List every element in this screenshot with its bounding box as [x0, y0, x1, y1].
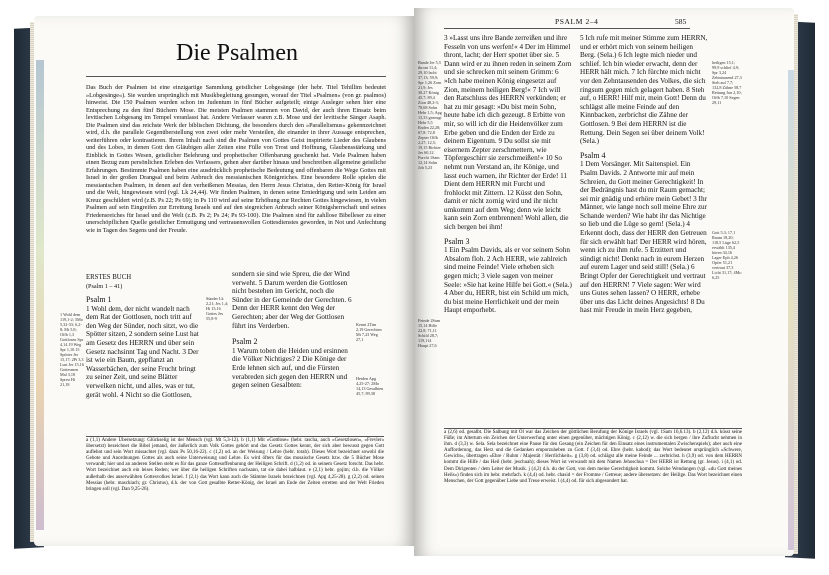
- cross-references-d: Heiden Apg 4,25-27; 2Mo 14,13 Gesalbten 45,7; 89,38: [356, 376, 384, 396]
- cross-references-f: Feinde 2Sam 15,14 Hilfe 22,8; 71,11 Schild 28,7; 119,114 Haupt 27,6: [418, 318, 440, 348]
- psalm-4-heading: Psalm 4: [580, 150, 606, 160]
- right-column-2: [580, 34, 708, 315]
- cross-references-h: Gott 5,3; 17,1 Raum 18,20; 118,5 Lüge 62,5 erwählt 135,4 hören 34,16 Lager Eph 4,26 Opfer 51,21 vertraut 37,3 Licht 31,17; 4Mo 6,25: [712, 230, 742, 280]
- psalm-2-text-b: 3 »Lasst uns ihre Bande zerreißen und ihre Fesseln von uns werfen!« 4 Der im Himmel thront, lacht; der Herr spottet über sie. 5 Dann wird er zu ihnen reden in seinem Zorn und sie schrecken mit seinem Grimm: 6 »Ich habe meinen König eingesetzt auf Zion, meinem heiligen Berg!« 7 Ich will den Ratschluss des HERRN verkünden; er hat zu mir gesagt: »Du bist mein Sohn, heute habe ich dich gezeugt. 8 Erbitte von mir, so will ich dir die Heidenvölker zum Erbe geben und die Enden der Erde zu deinem Eigentum. 9 Du sollst sie mit eisernem Zepter zerschmettern, wie Töpfergeschirr sie zerschmeißen!« 10 So nehmt nun Verstand an, ihr Könige, und lasst euch warnen, ihr Richter der Erde! 11 Dient dem HERRN mit Furcht und frohlockt mit Zittern. 12 Küsst den Sohn, damit er nicht zornig wird und ihr nicht umkommt auf dem Weg; denn wie leicht kann sein Zorn entbrennen! Wohl allen, die sich bergen bei ihm!: [444, 34, 572, 232]
- book-section-label: ERSTES BUCH: [86, 274, 132, 281]
- left-column-2: [232, 270, 354, 390]
- title-rule: [86, 76, 386, 77]
- psalm-4-text: 1 Dem Vorsänger. Mit Saitenspiel. Ein Psalm Davids. 2 Antworte mir auf mein Schreien, du Gott meiner Gerechtigkeit! In der Bedrängnis hast du mir Raum gemacht; sei mir gnädig und erhöre mein Gebet! 3 Ihr Männer, wie lange noch soll meine Ehre zur Schande werden? Wie habt ihr das Nichtige so lieb und die Lüge so gern! (Sela.) 4 Erkennt doch, dass der HERR den Getreuen für sich erwählt hat! Der HERR wird hören, wenn ich zu ihm rufe. 5 Erzittert und sündigt nicht! Denkt nach in eurem Herzen auf eurem Lager und seid still! (Sela.) 6 Bringt Opfer der Gerechtigkeit und vertraut auf den HERRN! 7 Viele sagen: Wer wird uns Gutes sehen lassen? O HERR, erhebe über uns das Licht deines Angesichts! 8 Du hast mir Freude in mein Herz gegeben,: [580, 160, 708, 315]
- psalm-3-text-a: 1 Ein Psalm Davids, als er vor seinem Sohn Absalom floh. 2 Ach HERR, wie zahlreich sind meine Feinde! Viele erheben sich gegen mich; 3 viele sagen von meiner Seele: »Sie hat keine Hilfe bei Gott.« (Sela.) 4 Aber du, HERR, bist ein Schild um mich, du bist meine Herrlichkeit und der mein Haupt emporhebt.: [444, 246, 572, 315]
- running-head-rule: [444, 28, 690, 29]
- footnote-rule-right: [444, 428, 742, 429]
- page-number: 585: [675, 17, 687, 26]
- cross-references-c: Kennt 2Tim 2,19 Gerechten Mt 7,23 Weg 27,1: [356, 322, 382, 342]
- thumb-index-left: [36, 60, 44, 530]
- psalms-introduction: Das Buch der Psalmen ist eine einzigartige Sammlung geistlicher Lobgesänge (der hebr. Titel Tehillim bedeutet »Lobgesänge«). Sie wurden ursprünglich mit Musikbegleitung gesungen, worauf der Titel »Psalmen« (von gr. psalmos) hinweist. Die 150 Psalmen wurden schon im Judentum in fünf Bücher aufgeteilt; einige Ausleger sehen hier eine Entsprechung zu den fünf Büchern Mose. Die meisten Psalmen stammen von David, der auch ihren Einsatz beim levitischen Lobgesang im Tempel veranlasst hat. Andere Verfasser waren z.B. Mose und der levitische Sänger Asaph. Die Psalmen sind das reichste Werk der biblischen Dichtung, die besonders durch den »Parallelismus« gekennzeichnet wird, d.h. die parallele Gegenüberstellung von zwei oder mehr Versteilen, die einander in ihrer Aussage entsprechen, weiterführen oder kontrastieren. Ihrem Inhalt nach sind die Psalmen von Gottes Geist inspirierte Lieder des Glaubens und des Lobes, in denen Gott den Gläubigen aller Zeiten eine Fülle von Trost und Hoffnung, Glaubensstärkung und Einblick in Gottes Wesen, geistlicher Belehrung und prophetischer Offenbarung geschenkt hat. Viele Psalmen haben einen Bezug zum persönlichen Erleben des Verfassers, gehen aber darüber hinaus und beschreiben allgemeine geistliche Erfahrungen. Bestimmte Psalmen haben eine ausdrücklich prophetische Bedeutung und offenbaren die Wege Gottes mit Israel in der großen Drangsal und beim Anbruch des messianischen Königreiches. Eine besondere Rolle spielen die messianischen Psalmen, in denen auf den verheißenen Messias, den Herrn Jesus Christus, den Retter-König für Israel und die Welt, hingewiesen wird (vgl. Lk 24,44). Wir finden Psalmen, in denen seine Erniedrigung und sein Leiden am Kreuz geschildert wird (z.B. Ps 22; Ps 69); in Ps 110 wird auf seine Erhöhung zur Rechten Gottes hingewiesen, in vielen Psalmen auf sein Eingreifen zur Errettung Israels und auf den siegreichen Anbruch seiner Königsherrschaft und seines Friedensreiches für Israel und die Welt (z.B. Ps 2; Ps 24; Ps 93-100). Die Psalmen sind für zahllose Bibelleser zu einer unerschöpflichen Quelle geistlicher Ermutigung und vertrauensvollen Gottesdienstes geworden, in Not und Anfechtung wie in Tagen des Segens und der Freude.: [86, 84, 386, 234]
- psalm-1-heading: Psalm 1: [86, 295, 112, 304]
- footnotes-right: a (2,6) od. gesalbt. Die Salbung mit Öl war das Zeichen der göttlichen Berufung der Könige Israels (vgl. 1Sam 16,6.13). b (2,12) d.h. küsst seine Füße; im Altertum ein Zeichen der Unterwerfung unter einen gegenüber, mächtigen König. c (2,12) w. die sich bergen / ihre Zuflucht nehmen in ihm. d (3,3) w. Sela. Sela bezeichnet eine Pause für den Gesang (ein Zeichen für den Einsatz eines instrumentalen Zwischenspiels); aber auch eine Aufforderung, das Herz und die Gedanken emporzuheben zu Gott. f (3,4) od. Ehre (hebr. kabod); das Wort bedeutet ursprünglich »Schwere, Gewicht«, übertragen »Ehre / Ruhm / Majestät / Herrlichkeit«. g (3,8) od. schlägst alle meine Feinde ... zerbrichst. h (3,9) od. von dem HERRN kommt die Hilfe / das Heil (hebr. jeschuah); dieses Wort ist verwandt mit dem Namen Jehoschua = Der HERR ist Rettung (gr. Jesus). i (4,1) od. Dem Dirigenten / dem Leiter der Musik. j (4,2) d.h. du der Gott, von dem meine Gerechtigkeit kommt. Solche Wendungen (vgl. »du Gott meines Heils«) finden sich im hebr. mehrfach. k (4,4) od. hebr. chasid = der Fromme / Getreue; andere übersetzen: der Heilige. Das Wort bezeichnet einen Menschen, der Gott gegenüber Liebe und Treue erweist. l (4,4) od. für sich abgesondert hat.: [444, 430, 742, 484]
- footnote-rule-left: [86, 436, 384, 437]
- psalm-1-text-b: sondern sie sind wie Spreu, die der Wind verweht. 5 Darum werden die Gottlosen nicht bestehen im Gericht, noch die Sünder in der Gemeinde der Gerechten. 6 Denn der HERR kennt den Weg der Gerechten; aber der Weg der Gottlosen führt ins Verderben.: [232, 270, 352, 330]
- book-section-range: (Psalm 1 – 41): [86, 283, 123, 290]
- psalm-1-text-a: 1 Wohl dem, der nicht wandelt nach dem Rat der Gottlosen, noch tritt auf den Weg der Sünder, noch sitzt, wo die Spötter sitzen, 2 sondern seine Lust hat am Gesetz des HERRN und über sein Gesetz nachsinnt Tag und Nacht. 3 Der ist wie ein Baum, gepflanzt an Wasserbächen, der seine Frucht bringt zu seiner Zeit, und seine Blätter verwelken nicht, und alles, was er tut, gerät wohl. 4 Nicht so die Gottlosen,: [86, 304, 199, 399]
- psalm-2-heading: Psalm 2: [232, 337, 258, 347]
- book-title: Die Psalmen: [176, 40, 298, 66]
- right-column-1: [444, 34, 572, 315]
- cross-references-g: heiligen 15,1; 99,9 schlief 4,9; Spr 3,24 Zehntausend 27,3 Steh auf 7,7; 132,8 Zähne 58,7 Rettung Jon 2,10; Offb 7,10 Segen 29,11: [712, 60, 742, 105]
- psalm-2-text-a: 1 Warum toben die Heiden und ersinnen die Völker Nichtiges? 2 Die Könige der Erde lehnen sich auf, und die Fürsten verabreden sich gegen den HERRN und gegen seinen Gesalbten:: [232, 346, 348, 390]
- cross-references-e: Bande Jer 5,5 thront 11,4; 29,10 lacht 37,13; 59,9; Spr 1,26 Zorn 21,9; Jes 30,27 König 45,7; 89,4 Zion 48,2-3; 78,68 Sohn Hebr 1,5; Apg 13,33 gezeugt Hebr 5,5 Enden 22,28; 67,8; 72,8 Zepter Offb 2,27; 12,5; 19,15 Richter Jes 60,12 Furcht 1Sam 12,14 Sohn Joh 5,23: [418, 60, 442, 170]
- psalm-3-text-b: 5 Ich rufe mit meiner Stimme zum HERRN, und er erhört mich von seinem heiligen Berg. (Sela.) 6 Ich legte mich nieder und schlief. Ich bin wieder erwacht, denn der HERR hält mich. 7 Ich fürchte mich nicht vor den Zehntausenden des Volkes, die sich ringsum gegen mich gelagert haben. 8 Steh auf, o HERR! Hilf mir, mein Gott! Denn du schlägst alle meine Feinde auf den Kinnbacken, zerbrichst die Zähne der Gottlosen. 9 Bei dem HERRN ist die Rettung. Dein Segen sei über deinem Volk! (Sela.): [580, 34, 708, 146]
- footnotes-left: a (1,1) Andere Übersetzung: Glückselig ist der Mensch (vgl. Mt 5,3-12). b (1,1) Mit »Gottlose« (hebr. rascha, auch »Gesetzlosen«, »Frevler« übersetzt) bezeichnet die Bibel jemand, der äußerlich zum Volk Gottes gehört und das Gesetz Gottes kennt, der sich aber bewusst gegen Gott auflehnt und sein Wort missachtet (vgl. dazu Ps 50,16-22). c (1,2) od. an der Weisung / Lehre (hebr. torah). Dieses Wort bezeichnet sowohl die Gebote und Anordnungen Gottes als auch seine Unterweisung und Lehre. Es wird öfters für das mosaische Gesetz bzw. die 5 Bücher Mose verwandt; hier und an anderen Stellen steht es für das ganze Gottesoffenbarung der Heiligen Schrift. d (1,2) od. in seinem Gesetz forscht. Das hebr. Wort bezeichnet auch ein leises Reden; wer über die heiligen Schriften nachsann, tat sie dabei halblaut. e (2,1) hebr. gojim; d.h. die Völker außerhalb des auserwählten Gottesvolkes Israel. f (2,1) das Wort kann auch die Stämme Israels bezeichnen (vgl. Apg 4,25-28). g (2,2) od. seinen Messias (hebr. maschiach; gr. Christus), d.h. der von Gott gesalbte Retter-König, der Israel am Ende der Zeiten erretten und der Welt Frieden bringen soll (vgl. Dan 9,25-26).: [86, 438, 384, 492]
- left-column-1: [86, 296, 202, 399]
- thumb-index-right: [788, 70, 794, 550]
- psalm-3-heading: Psalm 3: [444, 236, 470, 246]
- running-head-title: PSALM 2–4: [555, 17, 599, 26]
- cross-references-a: 1 Wohl dem 119,1-2; 5Mo 5,32-33; 6,2-8; Mt 5,8; Offb 1,3 Gottlosen Spr 4,14.19 Weg Spr 1,10.15 Spötter Jer 15,17; 2Pt 3,3 Lust Jer 15,16 Gottesmen Mal 3,18 Spreu Hi 21,18: [60, 312, 84, 387]
- cross-references-b: Sünder Lk 2,21; Jes 1,4; Hi 15,16 Gottes Jes 55,8-9: [206, 296, 229, 321]
